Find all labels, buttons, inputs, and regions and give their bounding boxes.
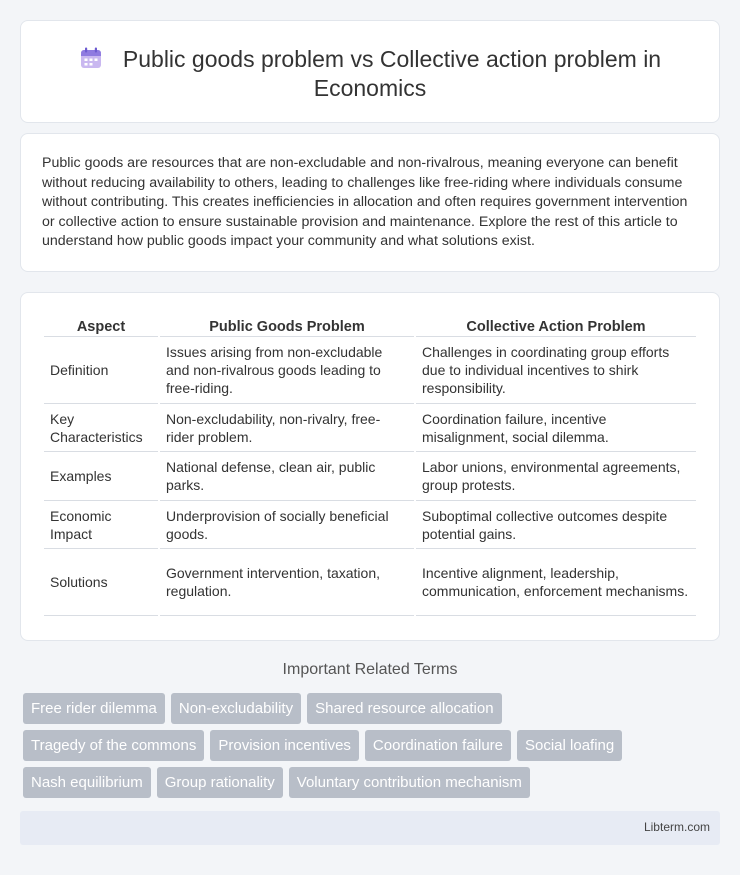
footer	[20, 811, 720, 845]
page-title: Public goods problem vs Collective action problem in Economics	[122, 46, 662, 101]
row-aspect: Key Characteristics	[44, 404, 158, 452]
tag-free-rider-dilemma[interactable]: Free rider dilemma	[23, 693, 165, 724]
tag-coordination-failure[interactable]: Coordination failure	[365, 730, 511, 761]
row-aspect: Examples	[44, 452, 158, 501]
public-goods-cell: Issues arising from non-excludable and non-rivalrous goods leading to free-riding.	[160, 337, 414, 404]
comparison-card	[20, 292, 720, 641]
table-header-row	[44, 315, 696, 337]
calendar-icon	[79, 46, 103, 70]
tag-shared-resource-allocation[interactable]: Shared resource allocation	[307, 693, 501, 724]
row-aspect: Definition	[44, 337, 158, 404]
collective-action-cell: Coordination failure, incentive misalignment, social dilemma.	[416, 404, 696, 452]
tag-row	[23, 767, 723, 798]
tag-voluntary-contribution-mechanism[interactable]: Voluntary contribution mechanism	[289, 767, 530, 798]
related-terms-list	[23, 693, 723, 804]
collective-action-cell: Suboptimal collective outcomes despite potential gains.	[416, 501, 696, 549]
public-goods-cell: Non-excludability, non-rivalry, free-rider problem.	[160, 404, 414, 452]
tag-tragedy-of-the-commons[interactable]: Tragedy of the commons	[23, 730, 204, 761]
tag-non-excludability[interactable]: Non-excludability	[171, 693, 301, 724]
tag-row	[23, 693, 723, 724]
row-aspect: Economic Impact	[44, 501, 158, 549]
column-header-aspect: Aspect	[44, 315, 158, 337]
footer-brand-link[interactable]: Libterm.com	[643, 820, 710, 834]
public-goods-cell: Government intervention, taxation, regulation.	[160, 549, 414, 616]
table-row	[44, 452, 696, 501]
collective-action-cell: Incentive alignment, leadership, communication, enforcement mechanisms.	[416, 549, 696, 616]
tag-row	[23, 730, 723, 761]
collective-action-cell: Challenges in coordinating group efforts due to individual incentives to shirk responsibility.	[416, 337, 696, 404]
public-goods-cell: Underprovision of socially beneficial goods.	[160, 501, 414, 549]
column-header-collective-action: Collective Action Problem	[416, 315, 696, 337]
title-card	[20, 20, 720, 123]
tag-social-loafing[interactable]: Social loafing	[517, 730, 622, 761]
tag-provision-incentives[interactable]: Provision incentives	[210, 730, 359, 761]
collective-action-cell: Labor unions, environmental agreements, group protests.	[416, 452, 696, 501]
comparison-table	[42, 315, 698, 616]
table-row	[44, 337, 696, 404]
public-goods-cell: National defense, clean air, public parks.	[160, 452, 414, 501]
tag-nash-equilibrium[interactable]: Nash equilibrium	[23, 767, 151, 798]
title-wrap	[61, 45, 679, 103]
row-aspect: Solutions	[44, 549, 158, 616]
intro-card	[20, 133, 720, 272]
intro-paragraph: Public goods are resources that are non-excludable and non-rivalrous, meaning everyone can benefit without reducing availability to others, leading to challenges like free-riding where individuals consume without contributing. This creates inefficiencies in allocation and often requires government intervention or collective action to ensure sustainable provision and maintenance. Explore the rest of this article to understand how public goods impact your community and what solutions exist.	[42, 155, 688, 249]
table-row	[44, 404, 696, 452]
table-row	[44, 549, 696, 616]
column-header-public-goods: Public Goods Problem	[160, 315, 414, 337]
tag-group-rationality[interactable]: Group rationality	[157, 767, 283, 798]
table-row	[44, 501, 696, 549]
related-terms-heading: Important Related Terms	[282, 661, 458, 678]
